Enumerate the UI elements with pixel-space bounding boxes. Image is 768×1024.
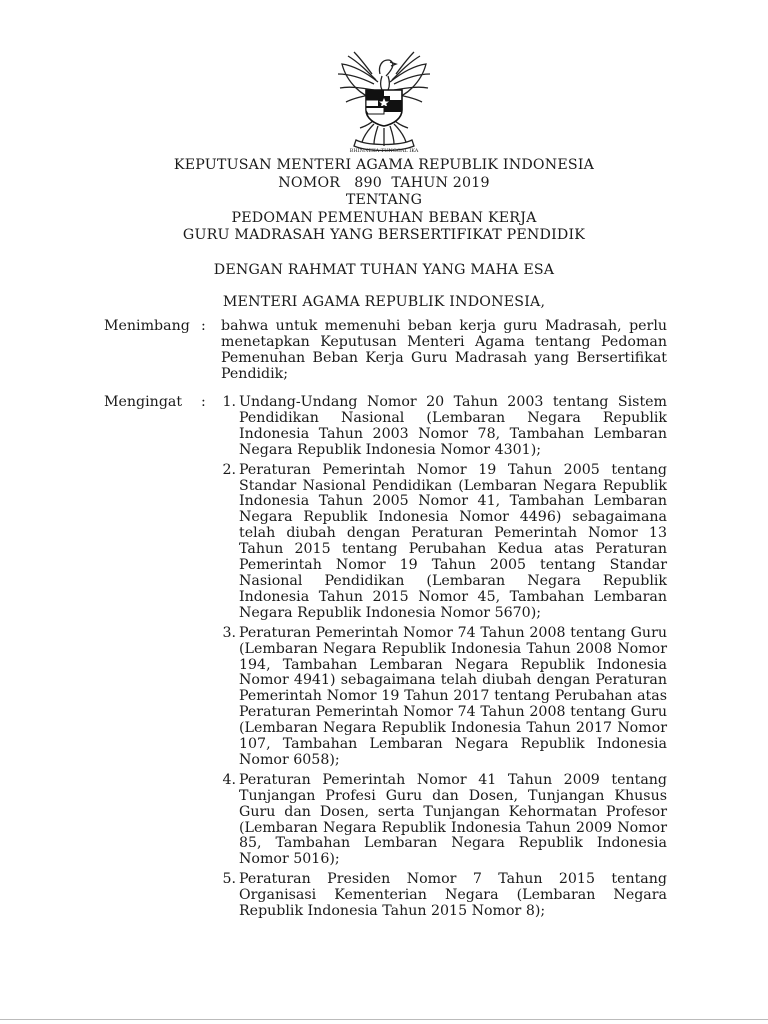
list-item-text: Peraturan Pemerintah Nomor 41 Tahun 2009 tentang Tunjangan Profesi Guru dan Dosen, Tunjangan Khusus Guru dan Dosen, serta Tunjangan Kehormatan Profesor (Lembaran Negara Republik Indonesia Tahun 2009 Nomor 85, Tambahan Lembaran Negara Republik Indonesia Nomor 5016); [239,771,667,868]
list-item [214,872,667,920]
menimbang-colon: : [201,318,206,334]
decree-subject-line-1: PEDOMAN PEMENUHAN BEBAN KERJA [231,209,537,226]
blessing-line: DENGAN RAHMAT TUHAN YANG MAHA ESA [213,261,555,278]
garuda-emblem-icon [328,44,440,156]
list-item [214,463,667,622]
list-item-text: Undang-Undang Nomor 20 Tahun 2003 tentang Sistem Pendidikan Nasional (Lembaran Negara Republik Indonesia Tahun 2003 Nomor 78, Tambahan Lembaran Negara Republik Indonesia Nomor 4301); [239,394,667,458]
list-item [214,395,667,459]
list-item [214,773,667,868]
list-item-number: 5. [222,871,236,888]
list-item-number: 3. [222,624,236,641]
issuer-line: MENTERI AGAMA REPUBLIK INDONESIA, [222,294,546,310]
decree-subject-line-2: GURU MADRASAH YANG BERSERTIFIKAT PENDIDIK [182,227,586,243]
list-item-text: Peraturan Pemerintah Nomor 19 Tahun 2005 tentang Standar Nasional Pendidikan (Lembaran Negara Republik Indonesia Tahun 2005 Nomor 41, Tambahan Lembaran Negara Republik Indonesia Nomor 4496) sebagaimana telah diubah dengan Peraturan Pemerintah Nomor 13 Tahun 2015 tentang Perubahan Kedua atas Peraturan Pemerintah Nomor 19 Tahun 2005 tentang Standar Nasional Pendidikan (Lembaran Negara Republik Indonesia Tahun 2015 Nomor 45, Tambahan Lembaran Negara Republik Indonesia Nomor 5670); [239,461,667,621]
list-item-number: 2. [222,461,236,478]
decree-header [0,157,768,312]
decree-title: KEPUTUSAN MENTERI AGAMA REPUBLIK INDONESIA [173,157,595,173]
list-item-text: Peraturan Presiden Nomor 7 Tahun 2015 tentang Organisasi Kementerian Negara (Lembaran Negara Republik Indonesia Tahun 2015 Nomor 8); [239,871,667,920]
list-item-text: Peraturan Pemerintah Nomor 74 Tahun 2008 tentang Guru (Lembaran Negara Republik Indonesia Tahun 2008 Nomor 194, Tambahan Lembaran Negara Republik Indonesia Nomor 4941) sebagaimana telah diubah dengan Peraturan Pemerintah Nomor 19 Tahun 2017 tentang Perubahan atas Peraturan Pemerintah Nomor 74 Tahun 2008 tentang Guru (Lembaran Negara Republik Indonesia Tahun 2017 Nomor 107, Tambahan Lembaran Negara Republik Indonesia Nomor 6058); [239,624,667,768]
menimbang-text: bahwa untuk memenuhi beban kerja guru Madrasah, perlu menetapkan Keputusan Menteri Agama tentang Pedoman Pemenuhan Beban Kerja Guru Madrasah yang Bersertifikat Pendidik; [221,318,667,382]
svg-text:BHINNEKA TUNGGAL IKA: BHINNEKA TUNGGAL IKA [349,148,419,154]
mengingat-list [214,395,667,924]
scan-edge-divider [0,1019,768,1020]
decree-tentang: TENTANG [345,192,423,208]
menimbang-label: Menimbang [104,318,190,334]
list-item-number: 1. [222,394,236,410]
mengingat-colon: : [201,394,206,410]
list-item [214,626,667,769]
decree-number: NOMOR 890 TAHUN 2019 [278,174,490,191]
mengingat-label: Mengingat [104,394,183,410]
list-item-number: 4. [222,771,236,788]
